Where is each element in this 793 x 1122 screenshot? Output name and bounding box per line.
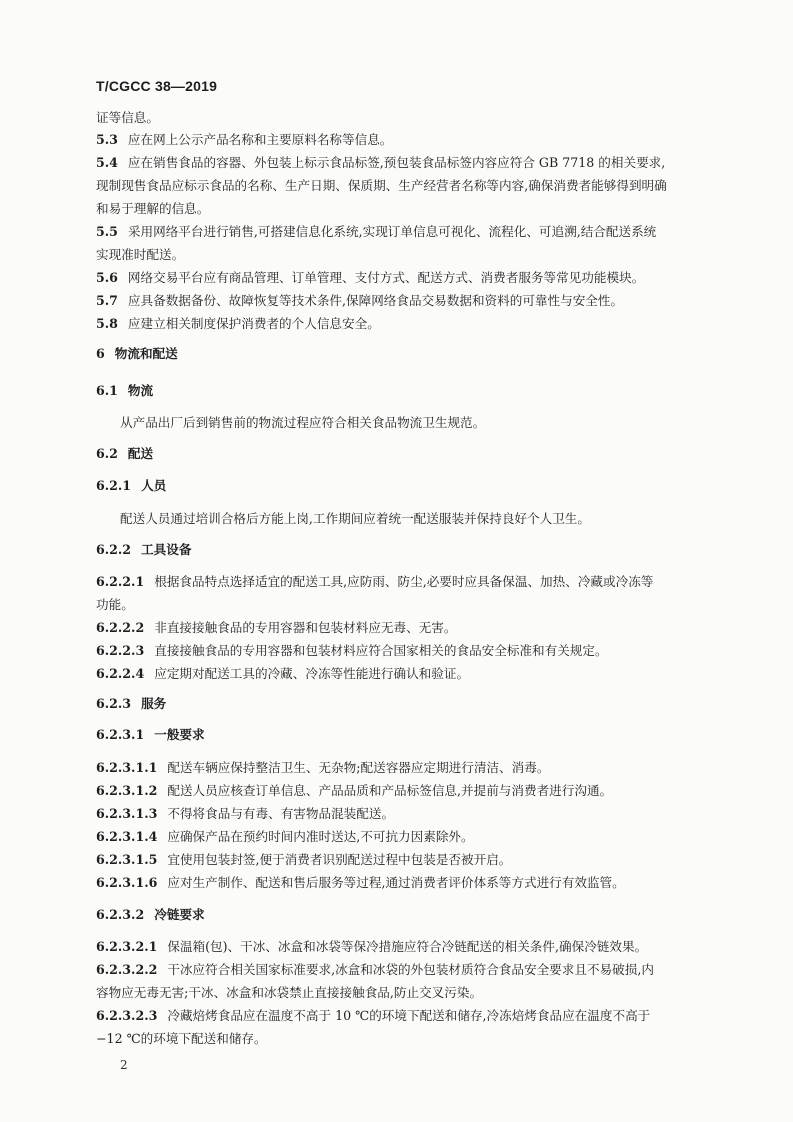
clause-6-2-2-4 [96, 663, 720, 685]
section-6-2-2-heading [96, 539, 720, 561]
clause-number: 6.2.2.4 [96, 666, 145, 681]
clause-text: 非直接接触食品的专用容器和包装材料应无毒、无害。 [154, 620, 457, 635]
section-number: 6.2.1 [96, 478, 132, 493]
section-number: 6 [96, 346, 105, 361]
text-line: 现制现售食品应标示食品的名称、生产日期、保质期、生产经营者名称等内容,确保消费者能够得到明确 [96, 178, 667, 193]
clause-6-2-3-2-1 [96, 936, 720, 958]
section-title: 物流 [127, 383, 154, 398]
clause-number: 6.2.3.2.2 [96, 962, 158, 977]
text-line: 实现准时配送。 [96, 247, 185, 262]
clause-6-2-3-2-3 [96, 1005, 720, 1027]
section-6-1-heading [96, 380, 720, 402]
clause-text: 宜使用包装封签,便于消费者识别配送过程中包装是否被开启。 [167, 852, 512, 867]
clause-6-2-2-1 [96, 571, 720, 593]
clause-text: 网络交易平台应有商品管理、订单管理、支付方式、配送方式、消费者服务等常见功能模块。 [127, 270, 645, 285]
section-number: 6.2.3 [96, 696, 132, 711]
clause-text: 应具备数据备份、故障恢复等技术条件,保障网络食品交易数据和资料的可靠性与安全性。 [127, 293, 624, 308]
clause-number: 6.2.3.2.3 [96, 1008, 158, 1023]
clause-6-2-3-1-4 [96, 826, 720, 848]
clause-text: 应在销售食品的容器、外包装上标示食品标签,预包装食品标签内容应符合 GB 7718 的相关要求, [127, 155, 666, 170]
clause-6-2-3-1-2 [96, 780, 720, 802]
section-6-2-3-heading [96, 693, 720, 715]
clause-5-7 [96, 290, 720, 312]
clause-text: 直接接触食品的专用容器和包装材料应符合国家相关的食品安全标准和有关规定。 [154, 643, 608, 658]
section-title: 配送 [127, 446, 154, 461]
clause-number: 5.7 [96, 293, 118, 308]
section-title: 物流和配送 [114, 346, 178, 361]
clause-number: 5.8 [96, 316, 118, 331]
clause-number: 6.2.3.1.6 [96, 875, 158, 890]
clause-5-8 [96, 313, 720, 335]
clause-number: 6.2.2.3 [96, 643, 145, 658]
clause-text: 应建立相关制度保护消费者的个人信息安全。 [127, 316, 380, 331]
section-title: 一般要求 [154, 727, 205, 742]
clause-5-4 [96, 152, 720, 174]
clause-text: 采用网络平台进行销售,可搭建信息化系统,实现订单信息可视化、流程化、可追溯,结合配送系统 [127, 224, 657, 239]
clause-5-3 [96, 129, 720, 151]
clause-number: 6.2.3.2.1 [96, 939, 158, 954]
clause-6-2-3-1-3 [96, 803, 720, 825]
text-line: 功能。 [96, 597, 134, 612]
clause-text: 根据食品特点选择适宜的配送工具,应防雨、防尘,必要时应具备保温、加热、冷藏或冷冻等 [154, 574, 654, 589]
clause-number: 5.3 [96, 132, 118, 147]
clause-number: 6.2.3.1.3 [96, 806, 158, 821]
section-number: 6.2.3.1 [96, 727, 145, 742]
clause-number: 6.2.2.1 [96, 574, 145, 589]
clause-text: 冷藏焙烤食品应在温度不高于 10 ℃的环境下配送和储存,冷冻焙烤食品应在温度不高于 [167, 1008, 651, 1023]
section-6-2-3-1-heading [96, 724, 720, 746]
clause-text: 应确保产品在预约时间内准时送达,不可抗力因素除外。 [167, 829, 474, 844]
section-title: 工具设备 [141, 542, 192, 557]
clause-6-2-2-2 [96, 617, 720, 639]
text-line: −12 ℃的环境下配送和储存。 [96, 1031, 267, 1046]
section-title: 服务 [141, 696, 167, 711]
clause-number: 6.2.3.1.5 [96, 852, 158, 867]
section-number: 6.2 [96, 446, 118, 461]
section-number: 6.2.3.2 [96, 907, 145, 922]
paragraph-6-1: 从产品出厂后到销售前的物流过程应符合相关食品物流卫生规范。 [120, 415, 486, 430]
clause-5-6 [96, 267, 720, 289]
clause-6-2-3-2-2 [96, 959, 720, 981]
clause-number: 6.2.2.2 [96, 620, 145, 635]
clause-text: 应在网上公示产品名称和主要原料名称等信息。 [127, 132, 393, 147]
section-6-2-1-heading [96, 475, 720, 497]
paragraph-6-2-1: 配送人员通过培训合格后方能上岗,工作期间应着统一配送服装并保持良好个人卫生。 [120, 511, 590, 526]
section-title: 冷链要求 [154, 907, 205, 922]
clause-6-2-2-3 [96, 640, 720, 662]
standard-code-header: T/CGCC 38—2019 [96, 78, 218, 94]
clause-text: 应定期对配送工具的冷藏、冷冻等性能进行确认和验证。 [154, 666, 470, 681]
clause-6-2-3-1-5 [96, 849, 720, 871]
clause-text: 干冰应符合相关国家标准要求,冰盒和冰袋的外包装材质符合食品安全要求且不易破损,内 [167, 962, 654, 977]
clause-text: 不得将食品与有毒、有害物品混装配送。 [167, 806, 395, 821]
text-line: 和易于理解的信息。 [96, 201, 210, 216]
clause-text: 保温箱(包)、干冰、冰盒和冰袋等保冷措施应符合冷链配送的相关条件,确保冷链效果。 [167, 939, 648, 954]
section-title: 人员 [141, 478, 167, 493]
section-number: 6.1 [96, 383, 118, 398]
clause-5-5 [96, 221, 720, 243]
clause-number: 5.6 [96, 270, 118, 285]
clause-text: 应对生产制作、配送和售后服务等过程,通过消费者评价体系等方式进行有效监管。 [167, 875, 625, 890]
clause-number: 6.2.3.1.1 [96, 760, 158, 775]
text-line: 证等信息。 [96, 110, 159, 125]
clause-number: 5.5 [96, 224, 118, 239]
text-line: 容物应无毒无害;干冰、冰盒和冰袋禁止直接接触食品,防止交叉污染。 [96, 985, 483, 1000]
clause-number: 6.2.3.1.4 [96, 829, 158, 844]
clause-text: 配送车辆应保持整洁卫生、无杂物;配送容器应定期进行清洁、消毒。 [167, 760, 550, 775]
section-6-heading [96, 343, 720, 365]
clause-6-2-3-1-1 [96, 757, 720, 779]
section-6-2-heading [96, 443, 720, 465]
clause-number: 6.2.3.1.2 [96, 783, 158, 798]
section-6-2-3-2-heading [96, 904, 720, 926]
page-number: 2 [120, 1058, 128, 1072]
section-number: 6.2.2 [96, 542, 132, 557]
clause-number: 5.4 [96, 155, 118, 170]
clause-text: 配送人员应核查订单信息、产品品质和产品标签信息,并提前与消费者进行沟通。 [167, 783, 613, 798]
clause-6-2-3-1-6 [96, 872, 720, 894]
